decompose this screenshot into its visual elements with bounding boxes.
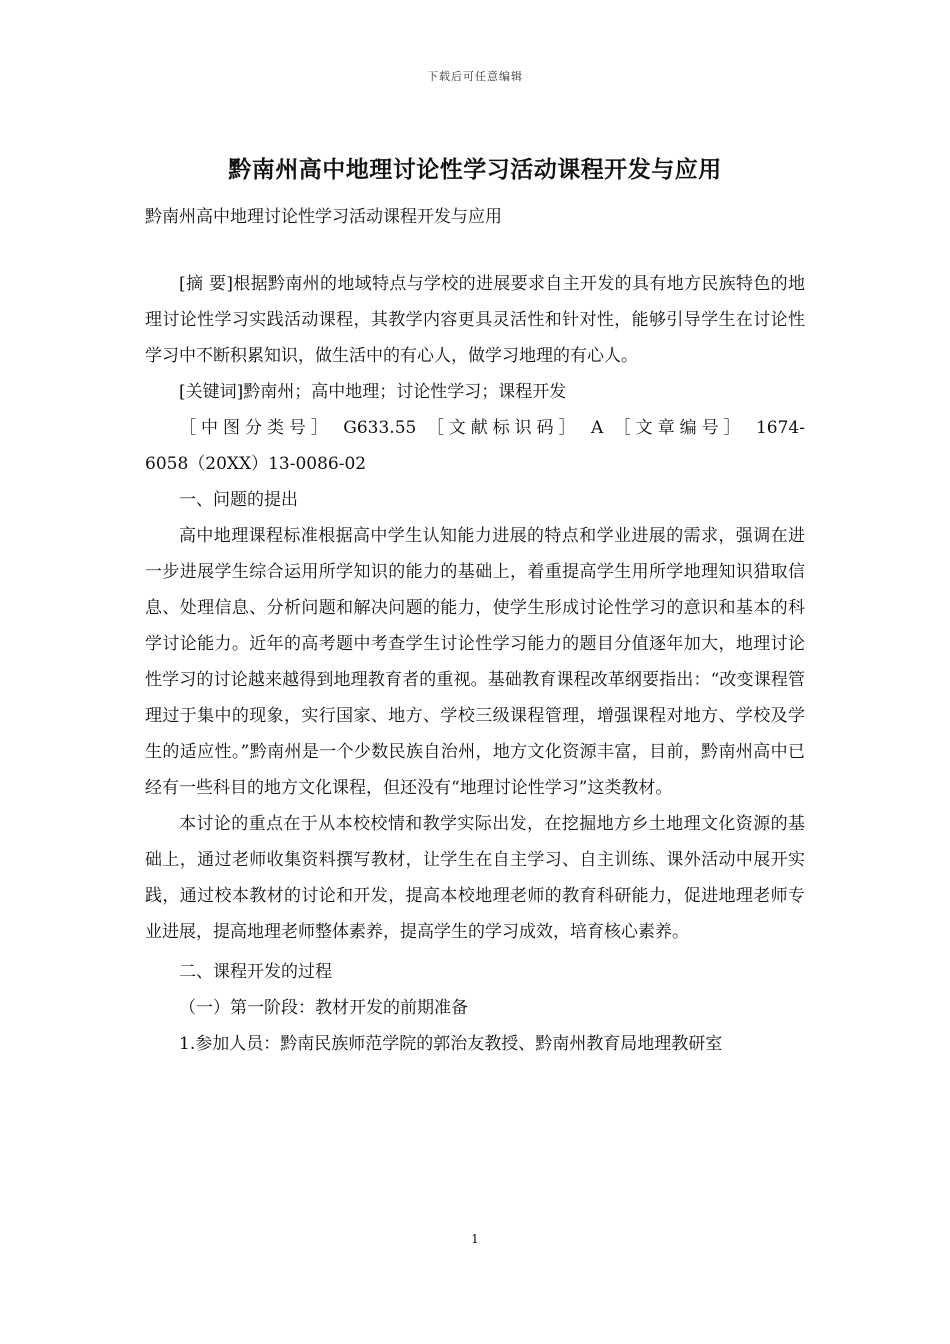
document-subtitle: 黔南州高中地理讨论性学习活动课程开发与应用 <box>145 207 502 227</box>
page-number: 1 <box>471 1232 479 1246</box>
document-body <box>145 266 805 1062</box>
section-heading-1: 一、问题的提出 <box>179 490 298 510</box>
keywords-paragraph: [关键词]黔南州；高中地理；讨论性学习；课程开发 <box>179 382 567 402</box>
section1-paragraph-1: 高中地理课程标准根据高中学生认知能力进展的特点和学业进展的需求，强调在进一步进展学生综合运用所学知识的能力的基础上，着重提高学生用所学地理知识猎取信息、处理信息、分析问题和解决问题的能力，使学生形成讨论性学习的意识和基本的科学讨论能力。近年的高考题中考查学生讨论性学习能力的题目分值逐年加大，地理讨论性学习的讨论越来越得到地理教育者的重视。基础教育课程改革纲要指出：“改变课程管理过于集中的现象，实行国家、地方、学校三级课程管理，增强课程对地方、学校及学生的适应性。”黔南州是一个少数民族自治州，地方文化资源丰富，目前，黔南州高中已经有一些科目的地方文化课程，但还没有“地理讨论性学习”这类教材。 <box>145 526 805 798</box>
subsection-heading-1: （一）第一阶段：教材开发的前期准备 <box>179 998 468 1018</box>
classification-continuation: 6058（20XX）13-0086-02 <box>145 454 367 474</box>
list-item-1: 1.参加人员：黔南民族师范学院的郭治友教授、黔南州教育局地理教研室 <box>179 1034 723 1054</box>
header-note: 下载后可任意编辑 <box>427 70 523 83</box>
section1-paragraph-2: 本讨论的重点在于从本校校情和教学实际出发，在挖掘地方乡土地理文化资源的基础上，通过老师收集资料撰写教材，让学生在自主学习、自主训练、课外活动中展开实践，通过校本教材的讨论和开发，提高本校地理老师的教育科研能力，促进地理老师专业进展，提高地理老师整体素养，提高学生的学习成效，培育核心素养。 <box>145 814 805 942</box>
abstract-paragraph: [摘 要]根据黔南州的地域特点与学校的进展要求自主开发的具有地方民族特色的地理讨论性学习实践活动课程，其教学内容更具灵活性和针对性，能够引导学生在讨论性学习中不断积累知识，做生活中的有心人，做学习地理的有心人。 <box>145 274 805 366</box>
document-title: 黔南州高中地理讨论性学习活动课程开发与应用 <box>228 156 722 183</box>
classification-line: ［中图分类号］ G633.55 ［文献标识码］ A ［文章编号］ 1674- <box>179 418 805 438</box>
section-heading-2: 二、课程开发的过程 <box>179 962 332 982</box>
